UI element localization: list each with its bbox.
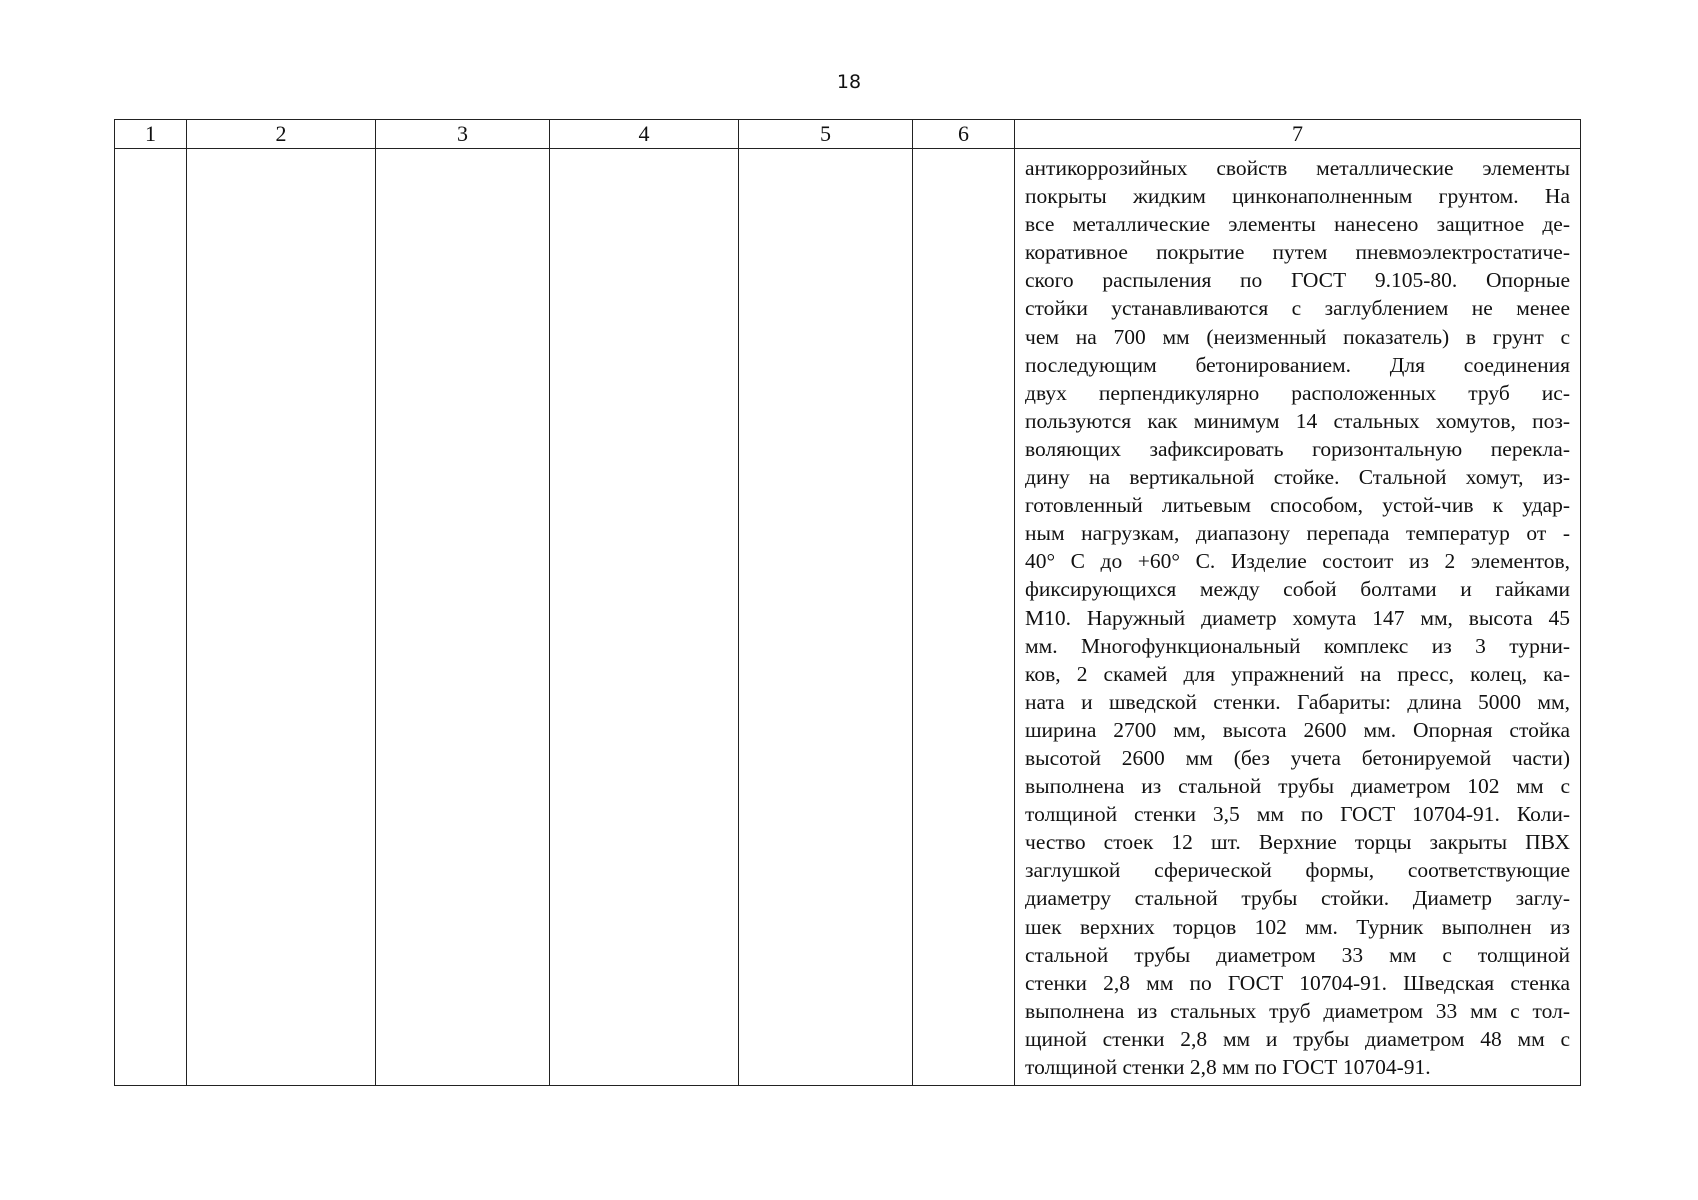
description-line: воляющих зафиксировать горизонтальную перекла- (1025, 436, 1570, 461)
description-line: ната и шведской стенки. Габариты: длина 5000 мм, (1025, 689, 1570, 714)
column-header-4: 4 (550, 120, 739, 149)
description-line: стенки 2,8 мм по ГОСТ 10704-91. Шведская стенка (1025, 970, 1570, 995)
description-cell (1015, 149, 1581, 1086)
description-line: заглушкой сферической формы, соответствующие (1025, 858, 1570, 883)
description-line: ным нагрузкам, диапазону перепада температур от - (1025, 521, 1570, 546)
table-cell-col-2 (187, 149, 376, 1086)
description-line: выполнена из стальной трубы диаметром 102 мм с (1025, 774, 1570, 799)
description-line: высотой 2600 мм (без учета бетонируемой части) (1025, 745, 1570, 770)
description-line: двух перпендикулярно расположенных труб ис- (1025, 380, 1570, 405)
description-line: стойки устанавливаются с заглублением не менее (1025, 296, 1570, 321)
column-header-6: 6 (913, 120, 1015, 149)
description-line: мм. Многофункциональный комплекс из 3 турни- (1025, 633, 1570, 658)
column-header-5: 5 (739, 120, 913, 149)
description-line: выполнена из стальных труб диаметром 33 мм с тол- (1025, 998, 1570, 1023)
description-line: ского распыления по ГОСТ 9.105-80. Опорные (1025, 268, 1570, 293)
description-line: пользуются как минимум 14 стальных хомутов, поз- (1025, 408, 1570, 433)
column-number-row (115, 120, 1581, 149)
column-header-7: 7 (1015, 120, 1581, 149)
description-line: антикоррозийных свойств металлические элементы (1025, 156, 1570, 180)
description-line: дину на вертикальной стойке. Стальной хомут, из- (1025, 465, 1570, 490)
table-row (115, 149, 1581, 1086)
description-line: чество стоек 12 шт. Верхние торцы закрыты ПВХ (1025, 830, 1570, 855)
column-header-2: 2 (187, 120, 376, 149)
table-cell-col-4 (550, 149, 739, 1086)
column-header-1: 1 (115, 120, 187, 149)
description-line: шек верхних торцов 102 мм. Турник выполнен из (1025, 914, 1570, 939)
description-line: диаметру стальной трубы стойки. Диаметр заглу- (1025, 886, 1570, 911)
description-line: покрыты жидким цинконаполненным грунтом. На (1025, 184, 1570, 209)
table-cell-col-1 (115, 149, 187, 1086)
table-cell-col-6 (913, 149, 1015, 1086)
page-number: 18 (836, 71, 862, 93)
table-cell-col-5 (739, 149, 913, 1086)
specification-table (114, 119, 1581, 1086)
description-line: толщиной стенки 2,8 мм по ГОСТ 10704-91. (1025, 1055, 1431, 1079)
description-line: М10. Наружный диаметр хомута 147 мм, высота 45 (1025, 605, 1570, 630)
description-line: стальной трубы диаметром 33 мм с толщиной (1025, 942, 1570, 967)
description-line: ширина 2700 мм, высота 2600 мм. Опорная стойка (1025, 717, 1570, 742)
description-line: толщиной стенки 3,5 мм по ГОСТ 10704-91. Коли- (1025, 802, 1570, 827)
description-line: 40° С до +60° С. Изделие состоит из 2 элементов, (1025, 549, 1570, 574)
table-cell-col-3 (376, 149, 550, 1086)
description-line: фиксирующихся между собой болтами и гайками (1025, 577, 1570, 602)
description-line: ков, 2 скамей для упражнений на пресс, колец, ка- (1025, 661, 1570, 686)
description-line: последующим бетонированием. Для соединения (1025, 352, 1570, 377)
description-line: готовленный литьевым способом, устой-чив к удар- (1025, 493, 1570, 518)
description-line: коративное покрытие путем пневмоэлектростатиче- (1025, 240, 1570, 265)
description-line: щиной стенки 2,8 мм и трубы диаметром 48 мм с (1025, 1026, 1570, 1051)
description-line: чем на 700 мм (неизменный показатель) в грунт с (1025, 324, 1570, 349)
description-line: все металлические элементы нанесено защитное де- (1025, 212, 1570, 237)
column-header-3: 3 (376, 120, 550, 149)
